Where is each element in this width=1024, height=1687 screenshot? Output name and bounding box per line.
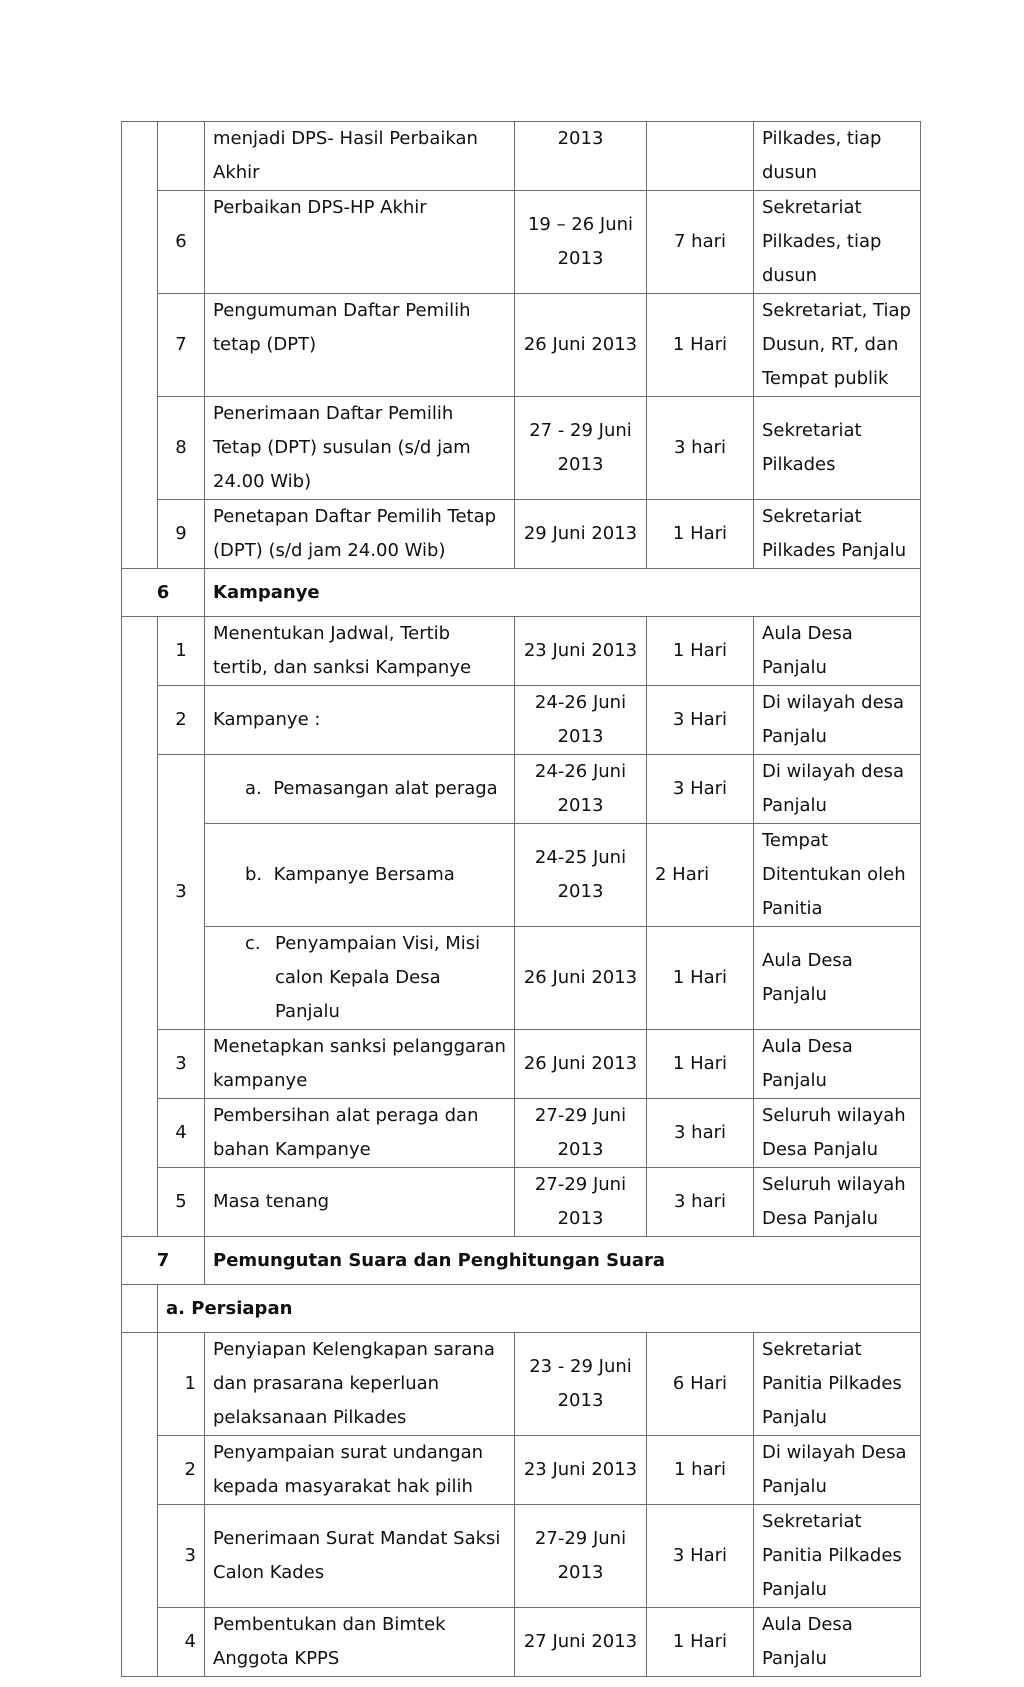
duration-cell: 6 Hari: [647, 1333, 754, 1436]
location-cell: Sekretariat, Tiap Dusun, RT, dan Tempat publik: [754, 294, 921, 397]
date-cell: 26 Juni 2013: [515, 294, 647, 397]
activity-cell: Perbaikan DPS-HP Akhir: [205, 191, 515, 294]
activity-cell: [205, 755, 515, 824]
location-cell: Di wilayah Desa Panjalu: [754, 1436, 921, 1505]
table-row: [122, 824, 921, 927]
activity-text: Kampanye Bersama: [273, 864, 455, 885]
table-row: [122, 617, 921, 686]
table-row: [122, 294, 921, 397]
activity-cell: Pengumuman Daftar Pemilih tetap (DPT): [205, 294, 515, 397]
row-number: 2: [158, 1436, 205, 1505]
location-cell: Sekretariat Panitia Pilkades Panjalu: [754, 1505, 921, 1608]
date-cell: 26 Juni 2013: [515, 1030, 647, 1099]
table-row: [122, 500, 921, 569]
section-indent-cell: [122, 1285, 158, 1333]
activity-cell: Penyampaian surat undangan kepada masyarakat hak pilih: [205, 1436, 515, 1505]
activity-cell: Penetapan Daftar Pemilih Tetap (DPT) (s/d jam 24.00 Wib): [205, 500, 515, 569]
date-cell: 27-29 Juni 2013: [515, 1168, 647, 1237]
table-row: [122, 191, 921, 294]
date-cell: 24-26 Juni 2013: [515, 755, 647, 824]
row-number: 4: [158, 1608, 205, 1677]
duration-cell: 7 hari: [647, 191, 754, 294]
date-cell: 19 – 26 Juni 2013: [515, 191, 647, 294]
section-indent-cell: [122, 1333, 158, 1677]
row-number: 3: [158, 755, 205, 1030]
table-row: [122, 1436, 921, 1505]
table-row: [122, 1030, 921, 1099]
location-cell: Sekretariat Pilkades, tiap dusun: [754, 191, 921, 294]
section-indent-cell: [122, 617, 158, 1237]
duration-cell: 1 Hari: [647, 927, 754, 1030]
list-marker: c.: [245, 933, 261, 954]
row-number: 9: [158, 500, 205, 569]
location-cell: Seluruh wilayah Desa Panjalu: [754, 1099, 921, 1168]
duration-cell: 1 hari: [647, 1436, 754, 1505]
section-header-row: [122, 1237, 921, 1285]
table-row: [122, 397, 921, 500]
date-cell: 23 Juni 2013: [515, 1436, 647, 1505]
subsection-header-row: [122, 1285, 921, 1333]
duration-cell: 3 hari: [647, 1099, 754, 1168]
section-title: Pemungutan Suara dan Penghitungan Suara: [205, 1237, 921, 1285]
row-number: 7: [158, 294, 205, 397]
section-number: 7: [122, 1237, 205, 1285]
location-cell: Tempat Ditentukan oleh Panitia: [754, 824, 921, 927]
date-cell: 23 Juni 2013: [515, 617, 647, 686]
row-number: 2: [158, 686, 205, 755]
location-cell: Sekretariat Pilkades Panjalu: [754, 500, 921, 569]
duration-cell: 3 hari: [647, 1168, 754, 1237]
location-cell: Sekretariat Pilkades: [754, 397, 921, 500]
row-number: 6: [158, 191, 205, 294]
activity-text: Penyampaian Visi, Misi calon Kepala Desa Panjalu: [275, 933, 481, 1022]
date-cell: 29 Juni 2013: [515, 500, 647, 569]
table-row: [122, 686, 921, 755]
row-number: 1: [158, 617, 205, 686]
activity-cell: Menentukan Jadwal, Tertib tertib, dan sanksi Kampanye: [205, 617, 515, 686]
location-cell: Di wilayah desa Panjalu: [754, 686, 921, 755]
activity-cell: Penerimaan Surat Mandat Saksi Calon Kades: [205, 1505, 515, 1608]
date-cell: 24-25 Juni 2013: [515, 824, 647, 927]
table-row: [122, 1608, 921, 1677]
location-cell: Seluruh wilayah Desa Panjalu: [754, 1168, 921, 1237]
activity-cell: Pembersihan alat peraga dan bahan Kampanye: [205, 1099, 515, 1168]
row-number: 3: [158, 1505, 205, 1608]
table-row: [122, 1505, 921, 1608]
activity-cell: Penerimaan Daftar Pemilih Tetap (DPT) susulan (s/d jam 24.00 Wib): [205, 397, 515, 500]
section-title: Kampanye: [205, 569, 921, 617]
duration-cell: 1 Hari: [647, 1608, 754, 1677]
row-number: 4: [158, 1099, 205, 1168]
row-number: 8: [158, 397, 205, 500]
date-cell: 27 - 29 Juni 2013: [515, 397, 647, 500]
duration-cell: 3 Hari: [647, 686, 754, 755]
location-cell: Aula Desa Panjalu: [754, 1030, 921, 1099]
duration-cell: 1 Hari: [647, 500, 754, 569]
location-cell: Aula Desa Panjalu: [754, 927, 921, 1030]
duration-cell: 3 Hari: [647, 755, 754, 824]
activity-cell: Pembentukan dan Bimtek Anggota KPPS: [205, 1608, 515, 1677]
row-number: [158, 122, 205, 191]
location-cell: Aula Desa Panjalu: [754, 617, 921, 686]
activity-cell: [205, 824, 515, 927]
section-header-row: [122, 569, 921, 617]
activity-cell: Kampanye :: [205, 686, 515, 755]
date-cell: 27 Juni 2013: [515, 1608, 647, 1677]
section-number: 6: [122, 569, 205, 617]
location-cell: Aula Desa Panjalu: [754, 1608, 921, 1677]
subsection-title: a. Persiapan: [158, 1285, 921, 1333]
list-marker: b.: [245, 864, 263, 885]
table-row: [122, 122, 921, 191]
table-row: [122, 1333, 921, 1436]
table-row: [122, 1168, 921, 1237]
duration-cell: 1 Hari: [647, 1030, 754, 1099]
table-row: [122, 755, 921, 824]
date-cell: 26 Juni 2013: [515, 927, 647, 1030]
activity-cell: Masa tenang: [205, 1168, 515, 1237]
row-number: 5: [158, 1168, 205, 1237]
duration-cell: [647, 122, 754, 191]
date-cell: 24-26 Juni 2013: [515, 686, 647, 755]
activity-cell: Penyiapan Kelengkapan sarana dan prasarana keperluan pelaksanaan Pilkades: [205, 1333, 515, 1436]
location-cell: Sekretariat Panitia Pilkades Panjalu: [754, 1333, 921, 1436]
date-cell: 27-29 Juni 2013: [515, 1099, 647, 1168]
table-row: [122, 927, 921, 1030]
table-row: [122, 1099, 921, 1168]
activity-cell: [205, 927, 515, 1030]
list-marker: a.: [245, 778, 262, 799]
duration-cell: 3 hari: [647, 397, 754, 500]
row-number: 3: [158, 1030, 205, 1099]
duration-cell: 3 Hari: [647, 1505, 754, 1608]
activity-text: Pemasangan alat peraga: [273, 778, 498, 799]
duration-cell: 2 Hari: [647, 824, 754, 927]
row-number: 1: [158, 1333, 205, 1436]
location-cell: Pilkades, tiap dusun: [754, 122, 921, 191]
location-cell: Di wilayah desa Panjalu: [754, 755, 921, 824]
duration-cell: 1 Hari: [647, 294, 754, 397]
duration-cell: 1 Hari: [647, 617, 754, 686]
activity-cell: menjadi DPS- Hasil Perbaikan Akhir: [205, 122, 515, 191]
schedule-table: [121, 121, 921, 1677]
date-cell: 2013: [515, 122, 647, 191]
activity-cell: Menetapkan sanksi pelanggaran kampanye: [205, 1030, 515, 1099]
date-cell: 27-29 Juni 2013: [515, 1505, 647, 1608]
date-cell: 23 - 29 Juni 2013: [515, 1333, 647, 1436]
section-indent-cell: [122, 122, 158, 569]
